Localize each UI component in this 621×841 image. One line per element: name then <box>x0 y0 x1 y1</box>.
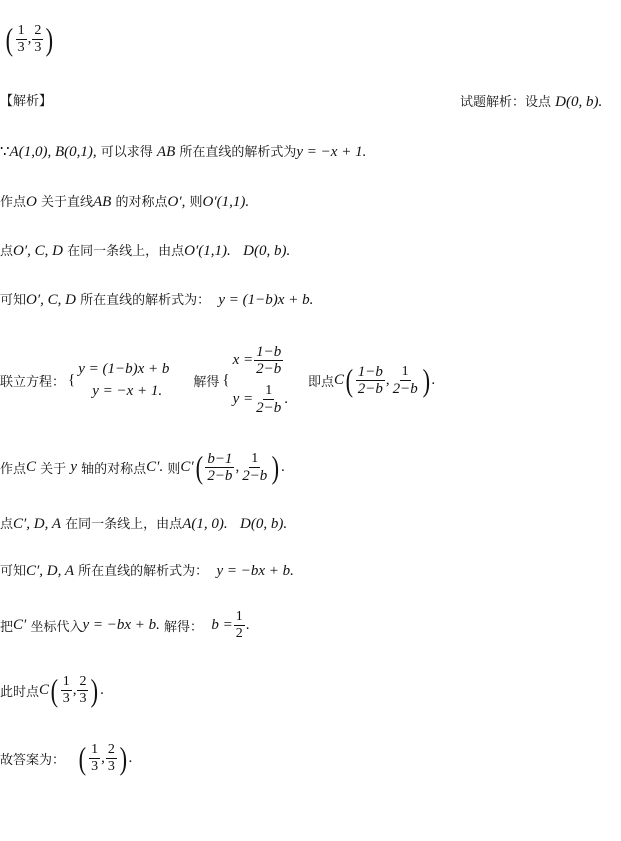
text: 可知 <box>0 564 27 579</box>
fraction-one-third <box>16 23 27 56</box>
text: 关于 <box>40 461 67 477</box>
equation: y = −x + 1. <box>296 144 367 160</box>
fraction-two-thirds <box>32 23 43 56</box>
text: 作点 <box>0 461 27 477</box>
point-O-prime-coord: O′(1,1). <box>184 243 231 259</box>
text: 则 <box>167 461 181 477</box>
text: 联立方程： <box>0 374 66 390</box>
text: 作点 <box>0 195 27 210</box>
analysis-label: 【解析】 <box>0 94 53 109</box>
line-2 <box>0 192 249 213</box>
text: 在同一条线上，由点 <box>67 244 185 259</box>
numerator: b−1 <box>207 450 233 467</box>
x-eq: x = <box>232 352 254 368</box>
point-C-prime: C′ <box>180 458 194 475</box>
numerator: 1 <box>91 741 99 757</box>
point-O: O <box>26 194 37 210</box>
numerator: 2 <box>34 22 42 38</box>
denominator: 2−b <box>357 380 383 397</box>
right-paren: ) <box>119 740 127 776</box>
line-5: 联立方程： { y = (1−b)x + b y = −x + 1. 解得 { x = $\frac{1-b}{2-b}$ y = $\frac{1}{2-b}$ . 即点 C ( $\frac{1-b}{2-b}$ , $\frac{1}{2-b}$ ) . <box>0 344 436 416</box>
line-4 <box>0 290 313 311</box>
numerator: 1−b <box>357 363 383 380</box>
numerator: 1 <box>17 22 25 38</box>
point-D: D(0, b). <box>240 516 288 532</box>
text: 则 <box>189 195 203 210</box>
fraction-one-half <box>234 609 245 642</box>
axis-y: y <box>70 458 77 475</box>
points: O′, C, D <box>13 243 63 259</box>
left-paren: ( <box>50 672 59 708</box>
left-paren: ( <box>345 362 354 398</box>
solution <box>233 344 288 416</box>
text: 点 <box>0 244 14 259</box>
fraction-one-third <box>61 674 72 707</box>
left-paren: ( <box>5 21 14 57</box>
line-9: 把 C′ 坐标代入 y = −bx + b. 解得： b = $\frac{1}{2}$ . <box>0 608 250 641</box>
b-eq: b = <box>211 616 233 633</box>
denominator: 2−b <box>256 361 282 377</box>
line-6: 作点 C 关于 y 轴的对称点 C′. 则 C′ ( $\frac{b-1}{2-b}$ , $\frac{1}{2-b}$ ) . <box>0 449 285 485</box>
text: 所在直线的解析式为： <box>80 293 211 308</box>
line-3 <box>0 241 290 262</box>
point-D: D(0, b). <box>555 94 603 110</box>
text: 所在直线的解析式为： <box>78 564 209 579</box>
denominator: 3 <box>62 690 70 706</box>
right-paren: ) <box>422 362 430 398</box>
text: 在同一条线上，由点 <box>65 517 183 532</box>
denominator: 2−b <box>242 467 268 484</box>
equation-2: y = −x + 1. <box>92 383 163 399</box>
text: 关于直线 <box>41 195 94 210</box>
text: 点 <box>0 517 14 532</box>
right-paren: ) <box>91 672 99 708</box>
analysis-intro-text: 试题解析：设点 <box>460 95 552 110</box>
equation: y = (1−b)x + b. <box>218 292 314 308</box>
right-paren: ) <box>46 21 54 57</box>
denominator: 3 <box>79 690 87 706</box>
text: 所在直线的解析式为 <box>179 145 297 160</box>
numerator: 1 <box>401 363 409 379</box>
line-1 <box>0 142 366 163</box>
point-C: C <box>39 681 50 698</box>
left-brace: { <box>222 371 230 388</box>
text: 可知 <box>0 293 27 308</box>
denominator: 3 <box>107 758 115 774</box>
denominator: 3 <box>91 758 99 774</box>
header-answer: ( $\frac{1}{3}$ , $\frac{2}{3}$ ) <box>5 21 54 57</box>
point-A: A(1, 0). <box>182 516 228 532</box>
denominator: 2−b <box>207 467 233 484</box>
left-brace: { <box>68 371 76 388</box>
text: 轴的对称点 <box>81 461 147 477</box>
fraction-two-thirds <box>77 674 88 707</box>
point-C-prime: C′ <box>13 616 27 633</box>
denominator: 2 <box>235 625 243 641</box>
line-10: 此时点 C ( $\frac{1}{3}$ , $\frac{2}{3}$ ) . <box>0 672 104 708</box>
solution-y: y = $\frac{1}{2-b}$ . <box>232 383 289 416</box>
numerator: 1−b <box>256 344 282 360</box>
fraction <box>356 364 385 397</box>
because-symbol: ∵ <box>0 144 10 160</box>
fraction <box>205 451 234 484</box>
fraction <box>254 344 283 377</box>
segment-AB: AB <box>156 144 176 160</box>
point-C: C <box>334 371 345 388</box>
line-8 <box>0 561 294 582</box>
denominator: 3 <box>34 39 42 55</box>
left-paren: ( <box>195 449 203 485</box>
numerator: 2 <box>107 741 115 757</box>
point-O-prime: O′, <box>167 194 186 210</box>
text: 此时点 <box>0 684 40 700</box>
fraction <box>254 383 283 416</box>
denominator: 2−b <box>392 380 418 397</box>
numerator: 2 <box>79 673 87 689</box>
solution-x <box>233 344 288 377</box>
point-D: D(0, b). <box>243 243 291 259</box>
text: 解得 <box>193 374 220 390</box>
left-paren: ( <box>79 740 87 776</box>
fraction <box>391 364 420 397</box>
point-C-prime: C′. <box>146 458 164 475</box>
points-A-B: A(1,0), B(0,1), <box>9 144 97 160</box>
system-of-equations <box>78 358 169 402</box>
text: 可以求得 <box>100 145 153 160</box>
fraction <box>240 451 269 484</box>
text: 即点 <box>308 374 335 390</box>
equation-1: y = (1−b)x + b <box>78 361 170 377</box>
denominator: 3 <box>17 39 25 55</box>
text: 坐标代入 <box>30 619 83 635</box>
right-paren: ) <box>271 449 280 485</box>
equation: y = −bx + b. <box>82 616 160 633</box>
equation: y = −bx + b. <box>216 563 294 579</box>
fraction-one-third <box>89 742 100 775</box>
text: 把 <box>0 619 14 635</box>
numerator: 1 <box>251 450 259 466</box>
points: O′, C, D <box>26 292 76 308</box>
text: 故答案为： <box>0 752 66 768</box>
fraction-two-thirds <box>106 742 117 775</box>
numerator: 1 <box>265 383 273 398</box>
points: C′, D, A <box>13 516 62 532</box>
point-O-prime-coord: O′(1,1). <box>202 194 250 210</box>
y-eq: y = <box>232 391 254 407</box>
line-7 <box>0 514 287 535</box>
segment-AB: AB <box>93 194 112 210</box>
point-C: C <box>26 458 37 475</box>
points: C′, D, A <box>26 563 75 579</box>
text: 的对称点 <box>115 195 168 210</box>
numerator: 1 <box>62 673 70 689</box>
analysis-intro <box>460 92 602 113</box>
numerator: 1 <box>235 608 243 624</box>
denominator: 2−b <box>256 400 282 416</box>
text: 解得： <box>164 619 204 635</box>
line-11: 故答案为： ( $\frac{1}{3}$ , $\frac{2}{3}$ ) . <box>0 740 133 776</box>
